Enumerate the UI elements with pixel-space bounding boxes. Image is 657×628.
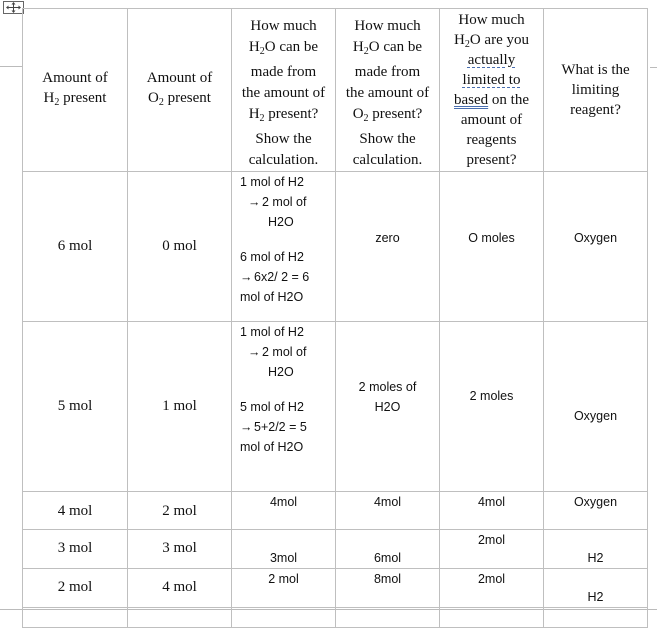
cell-h2-amount: 6 mol (23, 172, 128, 322)
cell-limiting-reagent: Oxygen (544, 172, 648, 322)
cell-o2-amount: 4 mol (128, 569, 232, 608)
table-row (23, 569, 648, 608)
cell-h2o-from-o2: 4mol (336, 492, 440, 530)
cell-h2-amount: 3 mol (23, 530, 128, 569)
cell-h2o-from-h2: 1 mol of H2 → 2 mol of H2O 6 mol of H2 → 6x2/ 2 = 6 mol of H2O (232, 172, 336, 322)
table-row-empty (23, 608, 648, 628)
margin-marker-right (650, 67, 657, 68)
cell-h2o-from-h2: 4mol (232, 492, 336, 530)
empty-cell (440, 608, 544, 628)
header-h2o-from-o2: How much $H_2O$ can be made from the amount of $O_2$ present? Show the calculation. (336, 9, 440, 172)
cell-h2o-from-o2: 6mol (336, 530, 440, 569)
empty-cell (232, 608, 336, 628)
cell-actual-h2o: 2mol (440, 530, 544, 569)
header-limiting-reagent: What is the limiting reagent? (544, 9, 648, 172)
cell-actual-h2o: 2mol (440, 569, 544, 608)
header-actual-h2o: How much $H_2O$ are you actually limited to based on the amount of reagents present? (440, 9, 544, 172)
cell-h2o-from-h2: 1 mol of H2 → 2 mol of H2O 5 mol of H2 → 5+2/2 = 5 mol of H2O (232, 322, 336, 492)
cell-o2-amount: 2 mol (128, 492, 232, 530)
arrow-icon: → (248, 195, 261, 209)
empty-cell (128, 608, 232, 628)
header-h2o-from-h2: How much $H_2O$ can be made from the amount of $H_2$ present? Show the calculation. (232, 9, 336, 172)
table-row (23, 530, 648, 569)
empty-cell (544, 608, 648, 628)
cell-h2o-from-h2: 3mol (232, 530, 336, 569)
cell-o2-amount: 1 mol (128, 322, 232, 492)
arrow-icon: → (240, 270, 253, 284)
cell-actual-h2o: 2 moles (440, 322, 544, 492)
spelling-flag-limited-to[interactable]: limited to (462, 72, 521, 88)
cell-h2o-from-h2: 2 mol (232, 569, 336, 608)
table-row (23, 172, 648, 322)
header-amount-h2: Amount of $H_2$ present (23, 9, 128, 172)
empty-cell (336, 608, 440, 628)
cell-limiting-reagent: H2 (544, 530, 648, 569)
cell-h2-amount: 5 mol (23, 322, 128, 492)
cell-limiting-reagent: Oxygen (544, 492, 648, 530)
limiting-reagent-table (22, 8, 648, 628)
cell-actual-h2o: 4mol (440, 492, 544, 530)
cell-h2o-from-o2: 8mol (336, 569, 440, 608)
cell-h2-amount: 2 mol (23, 569, 128, 608)
arrow-icon: → (240, 420, 253, 434)
header-row (23, 9, 648, 172)
cell-h2o-from-o2: 2 moles of H2O (336, 322, 440, 492)
cell-h2o-from-o2: zero (336, 172, 440, 322)
empty-cell (23, 608, 128, 628)
cell-actual-h2o: O moles (440, 172, 544, 322)
header-amount-o2: Amount of $O_2$ present (128, 9, 232, 172)
grammar-flag-based[interactable]: based (454, 92, 489, 108)
table-row (23, 322, 648, 492)
margin-marker-left (0, 66, 22, 67)
cell-limiting-reagent: Oxygen (544, 322, 648, 492)
cell-o2-amount: 0 mol (128, 172, 232, 322)
cell-limiting-reagent: H2 (544, 569, 648, 608)
cell-h2-amount: 4 mol (23, 492, 128, 530)
arrow-icon: → (248, 345, 261, 359)
table-row (23, 492, 648, 530)
spelling-flag-actually[interactable]: actually (467, 52, 516, 68)
table-move-handle-icon[interactable] (3, 1, 24, 14)
cell-o2-amount: 3 mol (128, 530, 232, 569)
